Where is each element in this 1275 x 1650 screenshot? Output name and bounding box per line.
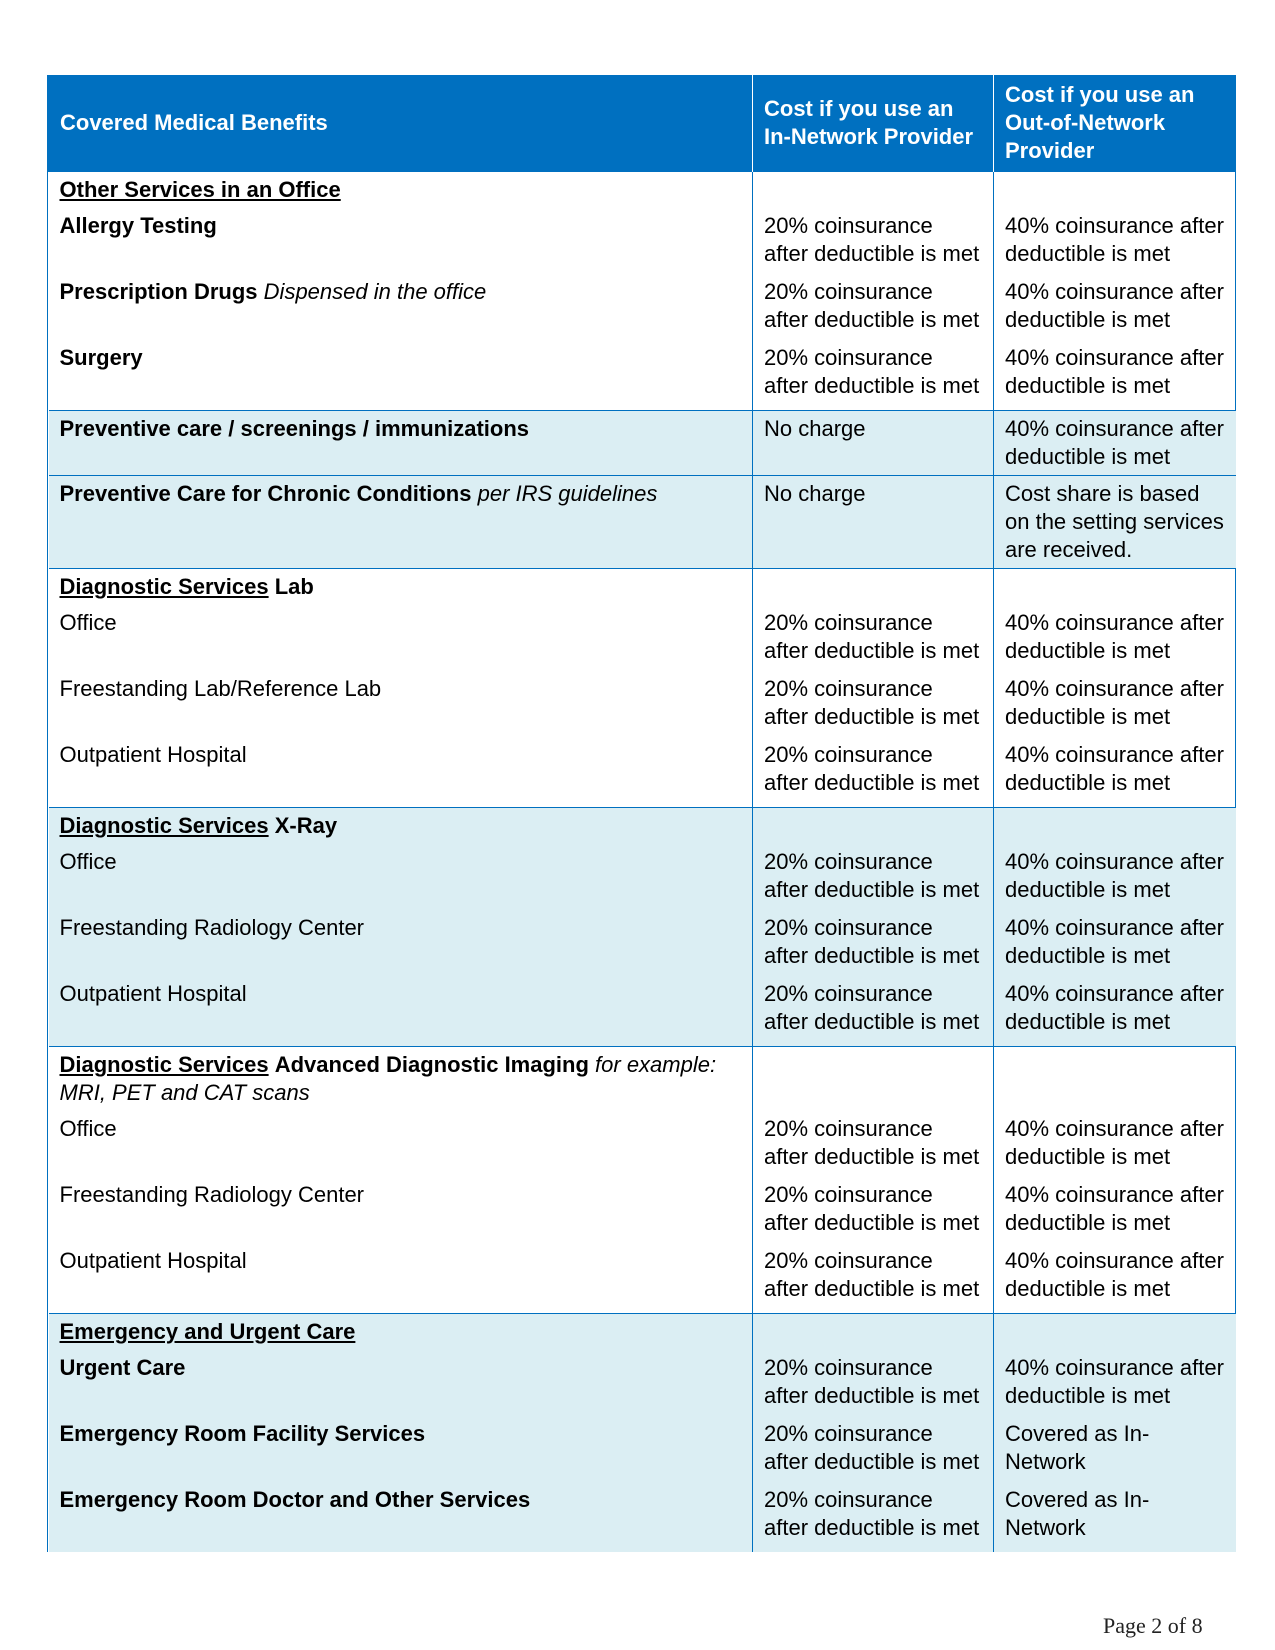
cost-value (764, 1247, 982, 1309)
cost-value (1005, 609, 1225, 675)
table-header-row (49, 75, 1236, 172)
cost-value (1005, 675, 1225, 741)
cost-value (1005, 980, 1225, 1042)
out-network-value: 40% coinsurance after deductible is met (1005, 279, 1224, 332)
table-row (49, 172, 1236, 411)
out-network-cell (994, 411, 1236, 476)
benefit-item (60, 278, 742, 344)
out-network-cell (994, 569, 1236, 808)
in-network-cell (753, 476, 994, 569)
out-network-value: 40% coinsurance after deductible is met (1005, 742, 1224, 795)
benefits-table (48, 75, 1236, 1552)
spacer (764, 176, 982, 212)
section-subheading: X-Ray (274, 813, 338, 838)
in-network-value: 20% coinsurance after deductible is met (764, 1487, 980, 1540)
out-network-cell (994, 476, 1236, 569)
in-network-value: 20% coinsurance after deductible is met (764, 610, 980, 663)
out-network-value: 40% coinsurance after deductible is met (1005, 416, 1224, 469)
benefit-label: Preventive Care for Chronic Conditions (59, 481, 472, 506)
benefit-item (60, 480, 742, 508)
benefit-cell (49, 808, 753, 1047)
benefit-label: Emergency Room Facility Services (59, 1421, 426, 1446)
benefit-item (60, 1420, 742, 1486)
benefit-label: Office (59, 1116, 117, 1141)
benefit-cell (49, 569, 753, 808)
cost-value (764, 609, 982, 675)
in-network-cell (753, 808, 994, 1047)
section-heading: Emergency and Urgent Care (59, 1319, 356, 1344)
benefit-label: Preventive care / screenings / immunizations (59, 416, 530, 441)
cost-value (764, 278, 982, 344)
in-network-value: No charge (764, 416, 866, 441)
benefit-item (60, 212, 742, 278)
benefit-item (60, 1486, 742, 1548)
benefit-item (60, 980, 742, 1042)
table-row (49, 476, 1236, 569)
cost-value (764, 1486, 982, 1548)
in-network-value: 20% coinsurance after deductible is met (764, 345, 980, 398)
benefit-item (60, 914, 742, 980)
out-network-value: Covered as In-Network (1005, 1487, 1150, 1540)
benefit-item (60, 1181, 742, 1247)
cost-value (764, 480, 982, 508)
out-network-value: Covered as In-Network (1005, 1421, 1150, 1474)
section-heading: Diagnostic Services (59, 813, 269, 838)
benefit-cell (49, 411, 753, 476)
spacer (1005, 573, 1225, 609)
benefit-item (60, 1115, 742, 1181)
benefit-label: Surgery (59, 345, 143, 370)
cost-value (764, 741, 982, 803)
benefit-label: Freestanding Radiology Center (59, 915, 365, 940)
out-network-value: 40% coinsurance after deductible is met (1005, 981, 1224, 1034)
in-network-value: 20% coinsurance after deductible is met (764, 742, 980, 795)
benefit-cell (49, 172, 753, 411)
cost-value (764, 415, 982, 443)
in-network-value: 20% coinsurance after deductible is met (764, 1421, 980, 1474)
table-row (49, 1047, 1236, 1314)
header-out-network-cost: Cost if you use an Out-of-Network Provider (994, 75, 1236, 172)
spacer (1005, 1318, 1225, 1354)
cost-value (764, 675, 982, 741)
cost-value (1005, 1115, 1225, 1181)
section-heading: Diagnostic Services (59, 1052, 269, 1077)
benefit-cell (49, 1314, 753, 1553)
section-heading: Other Services in an Office (59, 177, 341, 202)
out-network-value: 40% coinsurance after deductible is met (1005, 610, 1224, 663)
table-row (49, 1314, 1236, 1553)
in-network-value: 20% coinsurance after deductible is met (764, 676, 980, 729)
spacer (764, 812, 982, 848)
out-network-value: 40% coinsurance after deductible is met (1005, 1355, 1224, 1408)
spacer (1005, 1051, 1225, 1115)
in-network-value: 20% coinsurance after deductible is met (764, 279, 980, 332)
spacer (764, 1318, 982, 1354)
cost-value (1005, 1486, 1225, 1548)
out-network-value: 40% coinsurance after deductible is met (1005, 345, 1224, 398)
in-network-value: 20% coinsurance after deductible is met (764, 213, 980, 266)
section-title (60, 812, 742, 848)
out-network-value: Cost share is based on the setting services are received. (1005, 481, 1224, 562)
cost-value (1005, 1354, 1225, 1420)
in-network-value: 20% coinsurance after deductible is met (764, 1116, 980, 1169)
cost-value (764, 914, 982, 980)
benefit-item (60, 1247, 742, 1309)
section-note: for example: MRI, PET and CAT scans (59, 1052, 717, 1105)
benefits-table-wrapper (47, 75, 1236, 1552)
cost-value (1005, 344, 1225, 406)
in-network-value: 20% coinsurance after deductible is met (764, 1248, 980, 1301)
benefit-cell (49, 1047, 753, 1314)
in-network-value: 20% coinsurance after deductible is met (764, 981, 980, 1034)
page-number: Page 2 of 8 (1103, 1613, 1203, 1638)
table-row (49, 411, 1236, 476)
cost-value (1005, 914, 1225, 980)
benefit-label: Outpatient Hospital (59, 742, 247, 767)
header-in-network-cost: Cost if you use an In-Network Provider (753, 75, 994, 172)
table-row (49, 569, 1236, 808)
benefit-note: per IRS guidelines (477, 481, 658, 506)
in-network-value: 20% coinsurance after deductible is met (764, 1355, 980, 1408)
benefit-label: Office (59, 849, 117, 874)
benefit-label: Urgent Care (59, 1355, 186, 1380)
benefit-item (60, 675, 742, 741)
section-heading: Diagnostic Services (59, 574, 269, 599)
cost-value (764, 1115, 982, 1181)
out-network-cell (994, 808, 1236, 1047)
cost-value (1005, 1181, 1225, 1247)
out-network-cell (994, 1314, 1236, 1553)
table-row (49, 808, 1236, 1047)
out-network-cell (994, 172, 1236, 411)
in-network-value: No charge (764, 481, 866, 506)
header-covered-benefits: Covered Medical Benefits (49, 75, 753, 172)
cost-value (1005, 848, 1225, 914)
benefit-label: Freestanding Lab/Reference Lab (59, 676, 382, 701)
cost-value (764, 1420, 982, 1486)
benefit-item (60, 741, 742, 803)
benefit-item (60, 415, 742, 443)
out-network-value: 40% coinsurance after deductible is met (1005, 849, 1224, 902)
benefit-note: Dispensed in the office (263, 279, 487, 304)
benefit-item (60, 848, 742, 914)
benefit-label: Emergency Room Doctor and Other Services (59, 1487, 531, 1512)
spacer (1005, 176, 1225, 212)
in-network-cell (753, 1314, 994, 1553)
cost-value (764, 980, 982, 1042)
in-network-cell (753, 411, 994, 476)
cost-value (1005, 1247, 1225, 1309)
section-subheading: Lab (274, 574, 314, 599)
cost-value (1005, 1420, 1225, 1486)
cost-value (1005, 278, 1225, 344)
out-network-value: 40% coinsurance after deductible is met (1005, 1248, 1224, 1301)
in-network-cell (753, 569, 994, 808)
section-title (60, 176, 742, 212)
in-network-value: 20% coinsurance after deductible is met (764, 915, 980, 968)
spacer (764, 1051, 982, 1115)
in-network-value: 20% coinsurance after deductible is met (764, 1182, 980, 1235)
section-title (60, 573, 742, 609)
benefit-label: Freestanding Radiology Center (59, 1182, 365, 1207)
benefit-label: Allergy Testing (59, 213, 217, 238)
cost-value (764, 1181, 982, 1247)
benefit-item (60, 609, 742, 675)
out-network-cell (994, 1047, 1236, 1314)
section-title (60, 1051, 742, 1115)
benefit-cell (49, 476, 753, 569)
out-network-value: 40% coinsurance after deductible is met (1005, 213, 1224, 266)
out-network-value: 40% coinsurance after deductible is met (1005, 915, 1224, 968)
spacer (764, 573, 982, 609)
out-network-value: 40% coinsurance after deductible is met (1005, 1182, 1224, 1235)
section-title (60, 1318, 742, 1354)
cost-value (764, 1354, 982, 1420)
cost-value (1005, 480, 1225, 564)
benefit-label: Prescription Drugs (59, 279, 258, 304)
in-network-cell (753, 1047, 994, 1314)
out-network-value: 40% coinsurance after deductible is met (1005, 676, 1224, 729)
benefit-item (60, 344, 742, 406)
out-network-value: 40% coinsurance after deductible is met (1005, 1116, 1224, 1169)
benefit-label: Outpatient Hospital (59, 1248, 247, 1273)
cost-value (764, 344, 982, 406)
benefit-label: Outpatient Hospital (59, 981, 247, 1006)
cost-value (1005, 415, 1225, 471)
section-subheading: Advanced Diagnostic Imaging (274, 1052, 589, 1077)
benefit-label: Office (59, 610, 117, 635)
cost-value (1005, 741, 1225, 803)
cost-value (1005, 212, 1225, 278)
in-network-value: 20% coinsurance after deductible is met (764, 849, 980, 902)
cost-value (764, 848, 982, 914)
benefit-item (60, 1354, 742, 1420)
in-network-cell (753, 172, 994, 411)
cost-value (764, 212, 982, 278)
spacer (1005, 812, 1225, 848)
